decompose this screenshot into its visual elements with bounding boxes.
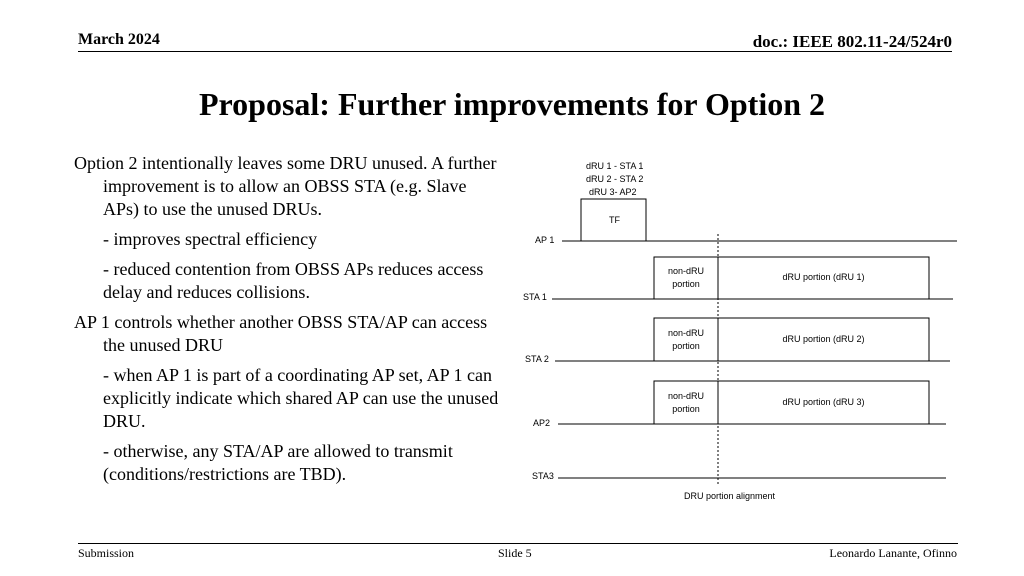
slide-body [74,152,506,493]
diagram-lines [510,150,970,510]
footer-slide-number: Slide 5 [498,546,532,560]
footer-divider [78,543,958,544]
bullet-ap1-controls: AP 1 controls whether another OBSS STA/AP can access the unused DRU [74,312,488,355]
row-label-ap2: AP2 [533,418,551,428]
sta1-non-dru-label: non-dRU portion [667,266,705,289]
row-label-sta1: STA 1 [523,292,547,302]
footer-author: Leonardo Lanante, Ofinno [829,546,957,560]
row-label-sta2: STA 2 [525,354,549,364]
row-label-sta3: STA3 [532,471,554,481]
header-divider [78,51,952,52]
top-label-dru3: dRU 3- AP2 [589,187,637,197]
sta2-dru-label: dRU portion (dRU 2) [782,334,865,344]
alignment-label: DRU portion alignment [684,491,776,501]
slide-title: Proposal: Further improvements for Option 2 [198,86,826,122]
ap2-non-dru-label: non-dRU portion [667,391,705,414]
ap2-dru-label: dRU portion (dRU 3) [782,397,865,407]
header-doc-id: doc.: IEEE 802.11-24/524r0 [752,32,952,51]
footer-submission: Submission [78,546,135,560]
sub-bullet-contention: - reduced contention from OBSS APs reduces access delay and reduces collisions. [103,259,484,302]
sta2-non-dru-label: non-dRU portion [667,328,705,351]
top-label-dru1: dRU 1 - STA 1 [586,161,644,171]
sub-bullet-coordinating: - when AP 1 is part of a coordinating AP set, AP 1 can explicitly indicate which shared AP can use the unused DRU. [103,365,499,431]
header-date: March 2024 [78,31,160,48]
bullet-option2: Option 2 intentionally leaves some DRU unused. A further improvement is to allow an OBSS STA (e.g. Slave APs) to use the unused DRUs. [74,153,497,219]
tf-label: TF [609,215,620,225]
sta1-dru-label: dRU portion (dRU 1) [782,272,865,282]
row-label-ap1: AP 1 [535,235,555,245]
dru-timing-diagram [510,150,970,510]
sub-bullet-spectral: - improves spectral efficiency [103,229,318,249]
top-label-dru2: dRU 2 - STA 2 [586,174,644,184]
sub-bullet-otherwise: - otherwise, any STA/AP are allowed to transmit (conditions/restrictions are TBD). [103,441,453,484]
